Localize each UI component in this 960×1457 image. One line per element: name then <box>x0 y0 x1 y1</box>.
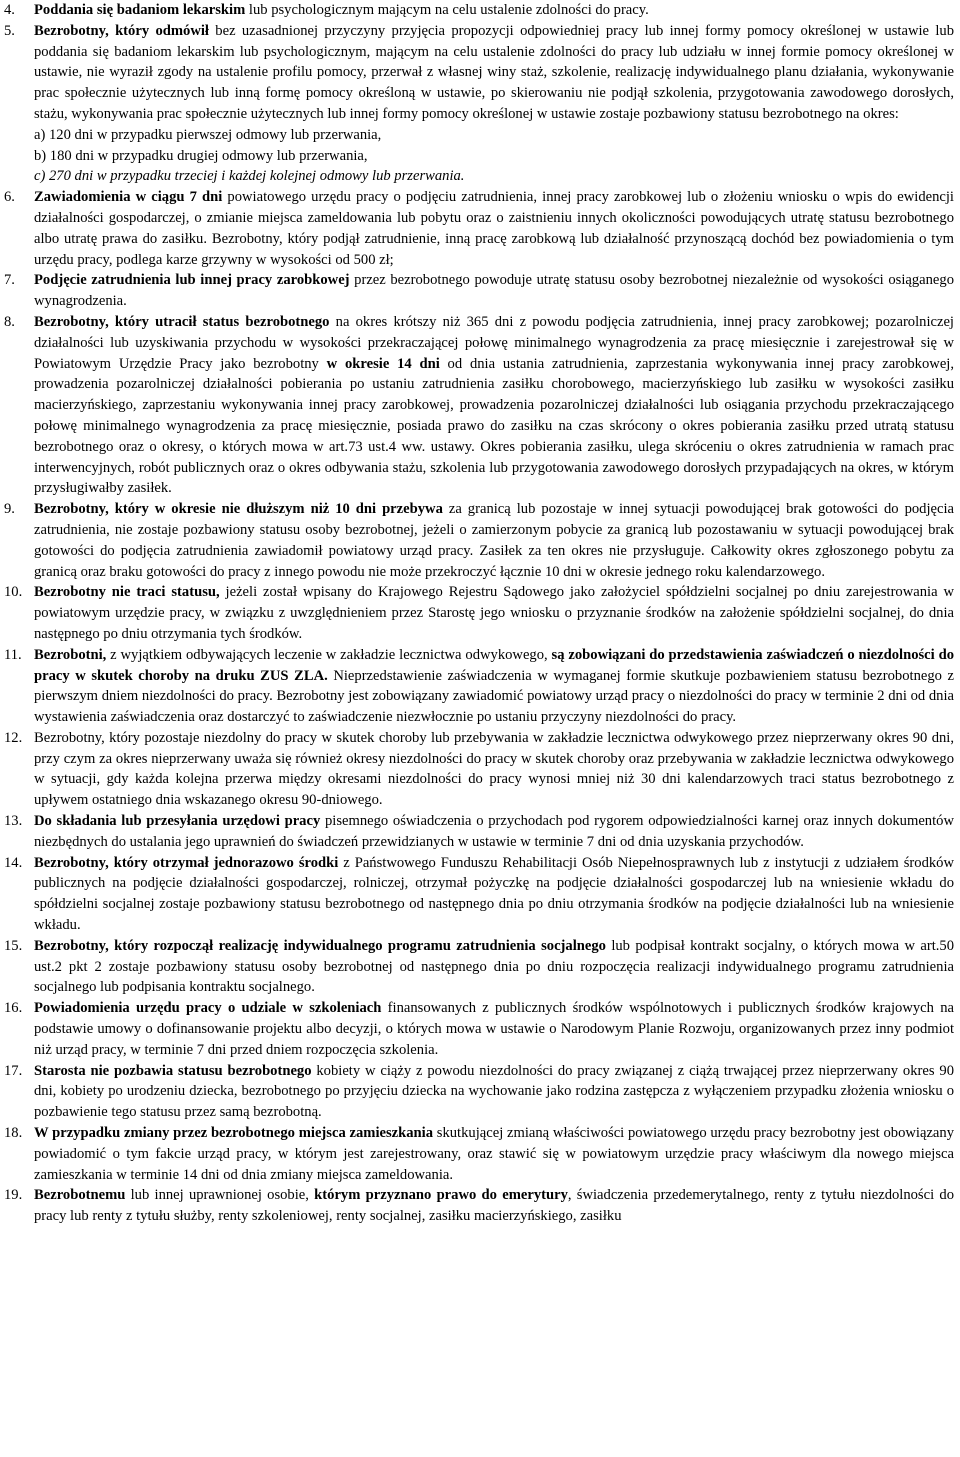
text: przez bezrobotnego powoduje utratę statusu osoby bezrobotnej niezależnie od wysokości osiąganego wynagrodzenia. <box>34 272 954 310</box>
text: lub innej uprawnionej osobie, <box>125 1187 315 1204</box>
bold-text: są zobowiązani do przedstawienia zaświadczeń o niezdolności do pracy w skutek choroby na druku ZUS ZLA. <box>34 646 954 684</box>
sub-item: b) 180 dni w przypadku drugiej odmowy lub przerwania, <box>34 147 368 164</box>
item-number: 9. <box>4 501 15 518</box>
item-text <box>34 647 954 725</box>
text: na okres krótszy niż 365 dni z powodu podjęcia zatrudnienia, innej pracy zarobkowej; pozarolniczej działalności lub uzyskiwania przychodu w wysokości przekraczającej połowę minimalnego wynagrodzenia za pracę miesięcznie i zarejestrował się w Powiatowym Urzędzie Pracy jako bezrobotny <box>34 313 954 372</box>
bold-text: Powiadomienia urzędu pracy o udziale w szkoleniach <box>34 1000 382 1017</box>
item-text <box>34 1000 954 1058</box>
bold-text: Bezrobotny nie traci statusu, <box>34 584 220 601</box>
text: Bezrobotny, który pozostaje niezdolny do pracy w skutek choroby lub przebywania w zakładzie lecznictwa odwykowego przez nieprzerwany okres 90 dni, przy czym za okres nieprzerwany uważa się również okresy niezdolności do pracy w skutek choroby oraz przebywania w zakładzie lecznictwa odwykowego w sytuacji, gdy każda kolejna przerwa między okresami niezdolności do pracy wynosi mniej niż 30 dni kalendarzowych traci status bezrobotnego z upływem ostatniego dnia wskazanego okresu 90-dniowego. <box>34 729 954 809</box>
item-number: 19. <box>4 1187 23 1204</box>
bold-text: w okresie 14 dni <box>326 355 440 372</box>
text: lub psychologicznym mającym na celu ustalenie zdolności do pracy. <box>245 2 649 18</box>
item-text <box>34 272 954 309</box>
bold-text: Bezrobotnemu <box>34 1187 126 1204</box>
list-item <box>4 811 954 853</box>
text: od dnia ustania zatrudnienia, zaprzestania wykonywania innej pracy zarobkowej, prowadzenia pozarolniczej działalności pobierania po ustaniu zatrudnienia zasiłku chorobowego, macierzyńskiego lub zasiłku w wysokości zasiłku macierzyńskiego, zaprzestaniu wykonywania innej pracy zarobkowej, prowadzenia pozarolniczej działalności lub osiągania przychodu przekraczającego połowę minimalnego wynagrodzenia za pracę miesięcznie, posiada prawo do zasiłku na czas skrócony o okres pobierania zasiłku przed utratą statusu bezrobotnego oraz o okresy, o których mowa w art.73 ust.4 ww. ustawy. Okres pobierania zasiłku, ulega skróceniu o okres zatrudnienia w ramach prac interwencyjnych, robót publicznych oraz o okres odbywania stażu, szkolenia lub przygotowania zawodowego dorosłych przypadających na okres, w którym przysługiwałby zasiłek. <box>34 355 954 497</box>
item-number: 12. <box>4 729 23 746</box>
text: kobiety w ciąży z powodu niezdolności do pracy związanej z ciążą trwającej przez nieprzerwany okres 90 dni, kobiety po urodzeniu dziecka, bezrobotnego po przyjęciu dziecka na wychowanie jako rodzina zastępcza z wyłączeniem przypadku złożenia wniosku o pozbawienie tego statusu przez samą bezrobotną. <box>34 1062 954 1121</box>
list-item <box>4 728 954 811</box>
item-number: 17. <box>4 1062 23 1079</box>
list-item <box>4 270 954 312</box>
sub-item: c) 270 dni w przypadku trzeciej i każdej kolejnej odmowy lub przerwania. <box>34 168 465 185</box>
bold-text: W przypadku zmiany przez bezrobotnego miejsca zamieszkania <box>34 1125 434 1142</box>
item-text <box>34 938 954 996</box>
text: lub podpisał kontrakt socjalny, o których mowa w art.50 ust.2 pkt 2 zostaje pozbawiony statusu osoby bezrobotnej od następnego dnia po dniu rozpoczęcia realizacji indywidualnego programu zatrudnienia socjalnego lub podpisania kontraktu socjalnego. <box>34 937 954 996</box>
item-text <box>34 189 954 267</box>
text: powiatowego urzędu pracy o podjęciu zatrudnienia, innej pracy zarobkowej lub o złożeniu wniosku o wpis do ewidencji działalności gospodarczej, o zmianie miejsca zameldowania lub pobytu oraz o zaistnieniu innych okoliczności powodujących utratę statusu bezrobotnego albo utratę prawa do zasiłku. Bezrobotny, który podjął zatrudnienie, inną pracę zarobkową lub działalność przynoszącą dochód bez powiadomienia o tym urzędu pracy, podlega karze grzywny w wysokości od 500 zł; <box>34 189 954 268</box>
bold-text: Do składania lub przesyłania urzędowi pracy <box>34 813 321 830</box>
bold-text: Bezrobotny, który w okresie nie dłuższym niż 10 dni przebywa <box>34 501 443 518</box>
item-text <box>34 314 954 496</box>
list-item <box>4 645 954 728</box>
list-item <box>4 853 954 936</box>
bold-text: Starosta nie pozbawia statusu bezrobotnego <box>34 1062 312 1079</box>
list-item <box>4 1185 954 1227</box>
bold-text: Poddania się badaniom lekarskim <box>34 2 246 18</box>
item-number: 14. <box>4 854 23 871</box>
list-item <box>4 1123 954 1185</box>
sub-list <box>34 125 954 187</box>
item-number: 4. <box>4 2 15 18</box>
bold-text: Bezrobotny, który utracił status bezrobotnego <box>34 313 330 330</box>
item-number: 8. <box>4 313 15 330</box>
list-item <box>4 936 954 998</box>
text: pisemnego oświadczenia o przychodach pod rygorem odpowiedzialności karnej oraz innych dokumentów niezbędnych do ustalania jego uprawnień do świadczeń przewidzianych w ustawie w terminie 7 dni od dnia uzyskania przychodów. <box>34 813 954 850</box>
item-number: 7. <box>4 272 15 289</box>
list-item <box>4 582 954 644</box>
item-text <box>34 730 954 808</box>
item-text <box>34 1063 954 1121</box>
item-number: 6. <box>4 189 15 206</box>
list-item <box>4 312 954 499</box>
item-text <box>34 1125 954 1183</box>
bold-text: Bezrobotny, który otrzymał jednorazowo środki <box>34 854 339 871</box>
text: Nieprzedstawienie zaświadczenia w wymaganej formie skutkuje pozbawieniem statusu bezrobotnego z pierwszym dniem niezdolności do pracy. Bezrobotny jest zobowiązany zawiadomić powiatowy urząd pracy o niezdolności do pracy w terminie 2 dni od dnia wystawienia zaświadczenia oraz dostarczyć to zaświadczenie niezwłocznie po ustaniu przyczyny niezdolności do pracy. <box>34 667 954 726</box>
text: z Państwowego Funduszu Rehabilitacji Osób Niepełnosprawnych lub z instytucji z udziałem środków publicznych na podjęcie działalności gospodarczej, rolniczej, otrzymał pożyczkę na podjęcie działalności gospodarczej lub na wniesienie wkładu do spółdzielni socjalnej zostaje pozbawiony statusu bezrobotnego od następnego dnia po dniu otrzymania środków na podjęcie działalności lub na wniesienie wkładu. <box>34 854 954 934</box>
list-item <box>4 0 954 21</box>
text: finansowanych z publicznych środków wspólnotowych i publicznych środków krajowych na podstawie umowy o dofinansowanie projektu albo decyzji, o których mowa w ustawie o Narodowym Planie Rozwoju, organizowanych przez inny podmiot niż urząd pracy, w terminie 7 dni przed dniem rozpoczęcia szkolenia. <box>34 1000 954 1058</box>
bold-text: którym przyznano prawo do emerytury <box>314 1187 568 1204</box>
list-item <box>4 187 954 270</box>
item-number: 18. <box>4 1125 23 1142</box>
item-number: 16. <box>4 1000 23 1017</box>
item-number: 11. <box>4 646 22 663</box>
item-text <box>34 813 954 850</box>
text: skutkującej zmianą właściwości powiatowego urzędu pracy bezrobotny jest obowiązany powiadomić o tym fakcie urząd pracy, w którym jest zarejestrowany, oraz stawić się w powiatowym urzędzie pracy właściwym dla nowego miejsca zamieszkania w terminie 14 dni od dnia zmiany miejsca zameldowania. <box>34 1125 954 1183</box>
item-text <box>34 1187 954 1224</box>
item-text <box>34 855 954 933</box>
item-text <box>34 23 954 122</box>
item-number: 5. <box>4 22 15 39</box>
bold-text: Zawiadomienia w ciągu 7 dni <box>34 189 223 206</box>
text: jeżeli został wpisany do Krajowego Rejestru Sądowego jako założyciel spółdzielni socjalnej po dniu zarejestrowania w powiatowym urzędzie pracy, w związku z uwzględnieniem przez Starostę jego wniosku o przyznanie środków na założenie spółdzielni socjalnej, do dnia następnego po dniu otrzymania tych środków. <box>34 584 954 642</box>
text: z wyjątkiem odbywających leczenie w zakładzie lecznictwa odwykowego, <box>106 646 552 663</box>
text: za granicą lub pozostaje w innej sytuacji powodującej brak gotowości do podjęcia zatrudnienia, nie zostaje pozbawiony statusu osoby bezrobotnej, jeżeli o zamierzonym pobycie za granicą lub pozostawaniu w sytuacji powodującej brak gotowości do podjęcia zatrudnienia zawiadomił powiatowy urząd pracy. Zasiłek za ten okres nie przysługuje. Całkowity okres zgłoszonego pobytu za granicą oraz braku gotowości do pracy z innego powodu nie może przekroczyć łącznie 10 dni w okresie jednego roku kalendarzowego. <box>34 501 954 580</box>
bold-text: Bezrobotny, który rozpoczął realizację indywidualnego programu zatrudnienia socjalnego <box>34 937 606 954</box>
sub-item: a) 120 dni w przypadku pierwszej odmowy lub przerwania, <box>34 126 382 143</box>
item-number: 10. <box>4 584 23 601</box>
list-item <box>4 1061 954 1123</box>
text: bez uzasadnionej przyczyny przyjęcia propozycji odpowiedniej pracy lub innej formy pomocy określonej w ustawie lub poddania się badaniom lekarskim lub psychologicznym, mającym na celu ustalenie zdolności do pracy lub udziału w innej formie pomocy określonej w ustawie, nie wyraził zgody na ustalenie profilu pomocy, przerwał z własnej winy staż, szkolenie, realizację indywidualnego planu działania, wykonywanie prac społecznie użytecznych lub inną formę pomocy określoną w ustawie, po skierowaniu nie podjął szkolenia, przygotowania zawodowego dorosłych, stażu, wykonywania prac społecznie użytecznych lub innej formy pomocy określonej w ustawie zostaje pozbawiony statusu bezrobotnego na okres: <box>34 22 955 122</box>
bold-text: Bezrobotni, <box>34 646 107 663</box>
list-item <box>4 499 954 582</box>
item-number: 13. <box>4 813 23 830</box>
item-text <box>34 501 954 579</box>
item-text <box>34 584 954 642</box>
item-number: 15. <box>4 937 23 954</box>
list-item <box>4 21 954 187</box>
list-item <box>4 998 954 1060</box>
bold-text: Podjęcie zatrudnienia lub innej pracy zarobkowej <box>34 272 350 289</box>
item-text <box>34 2 649 18</box>
text: , świadczenia przedemerytalnego, renty z tytułu niezdolności do pracy lub renty z tytułu służby, renty szkoleniowej, renty socjalnej, zasiłku macierzyńskiego, zasiłku <box>34 1187 954 1225</box>
bold-text: Bezrobotny, który odmówił <box>34 22 209 39</box>
numbered-list <box>4 0 954 1227</box>
